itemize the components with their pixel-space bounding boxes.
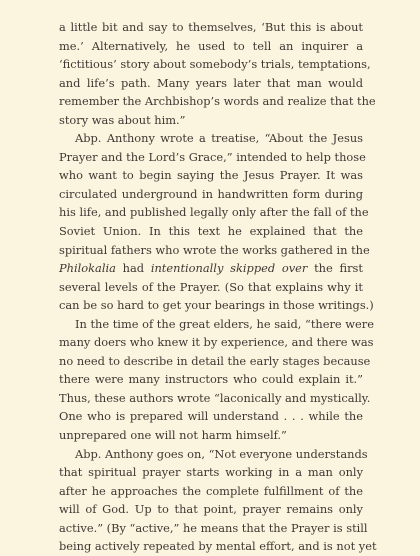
text-line: many doers who knew it by experience, and there was: [59, 335, 374, 350]
text-line: Thus, these authors wrote “laconically and mystically.: [59, 390, 371, 405]
text-line: that spiritual prayer starts working in a man only: [59, 465, 363, 480]
italic-phrase: intentionally skipped over: [150, 261, 308, 276]
italic-phrase: Philokalia: [59, 261, 116, 276]
book-page: [59, 18, 377, 556]
text-line: ‘fictitious’ story about somebody’s trials, temptations,: [59, 57, 371, 72]
paragraph-2: [59, 129, 374, 314]
text-line: several levels of the Prayer. (So that explains why it: [59, 279, 363, 294]
text-line: his life, and published legally only after the fall of the: [59, 205, 369, 220]
text-line: Abp. Anthony wrote a treatise, “About the Jesus: [75, 131, 363, 146]
text-line: spiritual fathers who wrote the works gathered in the: [59, 242, 370, 257]
text-line: no need to describe in detail the early stages because: [59, 353, 371, 368]
text-line: there were many instructors who could explain it.”: [59, 372, 363, 387]
text-line: being actively repeated by mental effort, and is not yet: [59, 539, 377, 554]
text-line: who want to begin saying the Jesus Prayer. It was: [59, 168, 363, 183]
paragraph-1: [59, 18, 376, 129]
text-line: will of God. Up to that point, prayer remains only: [59, 502, 363, 517]
text-line: Prayer and the Lord’s Grace,” intended to help those: [59, 149, 366, 164]
paragraph-3: [59, 315, 374, 445]
text-line: One who is prepared will understand . . . while the: [59, 409, 363, 424]
text-line: me.’ Alternatively, he used to tell an inquirer a: [59, 38, 363, 53]
text-line: remember the Archbishop’s words and realize that the: [59, 94, 376, 109]
text-line: story was about him.”: [59, 112, 186, 127]
text-line: and life’s path. Many years later that man would: [59, 75, 363, 90]
text-line: after he approaches the complete fulfillment of the: [59, 483, 363, 498]
text-line: unprepared one will not harm himself.”: [59, 428, 287, 443]
text-line-with-italics: Philokalia had intentionally skipped over the first: [59, 261, 363, 276]
text-line: Abp. Anthony goes on, “Not everyone understands: [75, 446, 368, 461]
text-line: circulated underground in handwritten form during: [59, 186, 363, 201]
text-line: Soviet Union. In this text he explained that the: [59, 224, 363, 239]
text-line: active.” (By “active,” he means that the Prayer is still: [59, 520, 368, 535]
text-line: a little bit and say to themselves, ‘But this is about: [59, 20, 363, 34]
text-line: In the time of the great elders, he said, “there were: [75, 316, 374, 331]
paragraph-4: [59, 445, 377, 556]
text-line: can be so hard to get your bearings in those writings.): [59, 298, 374, 313]
